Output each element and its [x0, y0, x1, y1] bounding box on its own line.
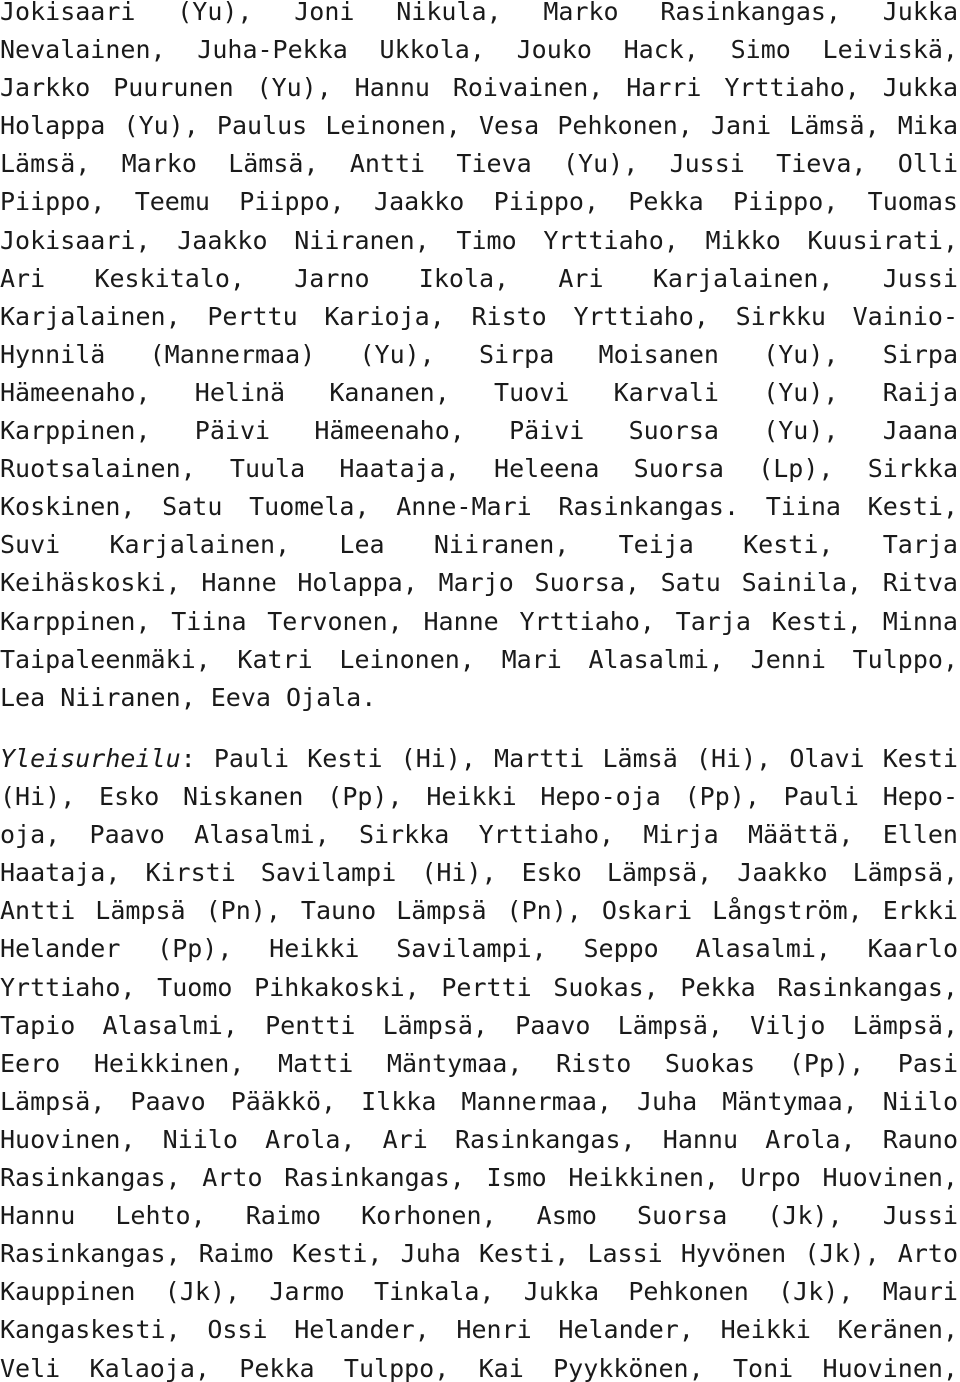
text-line — [0, 740, 958, 778]
text-line: Eero Heikkinen, Matti Mäntymaa, Risto Suokas (Pp), Pasi — [0, 1048, 958, 1078]
text-line: Tapio Alasalmi, Pentti Lämpsä, Paavo Lämpsä, Viljo Lämpsä, — [0, 1010, 958, 1040]
text-line: Lämpsä, Paavo Pääkkö, Ilkka Mannermaa, Juha Mäntymaa, Niilo — [0, 1086, 958, 1116]
text-line: Piippo, Teemu Piippo, Jaakko Piippo, Pekka Piippo, Tuomas — [0, 187, 958, 217]
text-line: Jarkko Puurunen (Yu), Hannu Roivainen, Harri Yrttiaho, Jukka — [0, 73, 958, 103]
text-line: Jokisaari (Yu), Joni Nikula, Marko Rasinkangas, Jukka — [0, 0, 958, 26]
text-line: Karppinen, Päivi Hämeenaho, Päivi Suorsa (Yu), Jaana — [0, 416, 958, 446]
text-line: (Hi), Esko Niskanen (Pp), Heikki Hepo-oja (Pp), Pauli Hepo- — [0, 782, 958, 812]
text-line: Koskinen, Satu Tuomela, Anne-Mari Rasinkangas. Tiina Kesti, — [0, 492, 958, 522]
text-line: Jokisaari, Jaakko Niiranen, Timo Yrttiaho, Mikko Kuusirati, — [0, 225, 958, 255]
text-line: Suvi Karjalainen, Lea Niiranen, Teija Kesti, Tarja — [0, 530, 958, 560]
text-line: Ari Keskitalo, Jarno Ikola, Ari Karjalainen, Jussi — [0, 263, 958, 293]
text-line: Lea Niiranen, Eeva Ojala. — [0, 682, 377, 712]
text-line: Veli Kalaoja, Pekka Tulppo, Kai Pyykkönen, Toni Huovinen, — [0, 1353, 958, 1382]
sport-label: Yleisurheilu — [0, 744, 181, 773]
text-line: Antti Lämpsä (Pn), Tauno Lämpsä (Pn), Oskari Långström, Erkki — [0, 896, 958, 926]
text-line: Yrttiaho, Tuomo Pihkakoski, Pertti Suokas, Pekka Rasinkangas, — [0, 972, 958, 1002]
text-line: Rasinkangas, Raimo Kesti, Juha Kesti, Lassi Hyvönen (Jk), Arto — [0, 1239, 958, 1269]
text-line: Kauppinen (Jk), Jarmo Tinkala, Jukka Pehkonen (Jk), Mauri — [0, 1277, 958, 1307]
text-line: Helander (Pp), Heikki Savilampi, Seppo Alasalmi, Kaarlo — [0, 934, 958, 964]
text-line: Keihäskoski, Hanne Holappa, Marjo Suorsa, Satu Sainila, Ritva — [0, 568, 958, 598]
text-line: Huovinen, Niilo Arola, Ari Rasinkangas, Hannu Arola, Rauno — [0, 1124, 958, 1154]
text-line: Nevalainen, Juha-Pekka Ukkola, Jouko Hack, Simo Leiviskä, — [0, 35, 958, 65]
text-line: Lämsä, Marko Lämsä, Antti Tieva (Yu), Jussi Tieva, Olli — [0, 149, 958, 179]
text-line: Ruotsalainen, Tuula Haataja, Heleena Suorsa (Lp), Sirkka — [0, 454, 958, 484]
text-line: Karppinen, Tiina Tervonen, Hanne Yrttiaho, Tarja Kesti, Minna — [0, 606, 958, 636]
text-line: Hynnilä (Mannermaa) (Yu), Sirpa Moisanen (Yu), Sirpa — [0, 339, 958, 369]
text-line: Hannu Lehto, Raimo Korhonen, Asmo Suorsa (Jk), Jussi — [0, 1201, 958, 1231]
text-fragment: : Pauli Kesti (Hi), Martti Lämsä (Hi), Olavi Kesti — [180, 744, 958, 773]
text-line: Taipaleenmäki, Katri Leinonen, Mari Alasalmi, Jenni Tulppo, — [0, 644, 958, 674]
paragraph-athletics — [0, 740, 960, 1382]
text-line: Holappa (Yu), Paulus Leinonen, Vesa Pehkonen, Jani Lämsä, Mika — [0, 111, 958, 141]
text-line: Hämeenaho, Helinä Kananen, Tuovi Karvali (Yu), Raija — [0, 377, 958, 407]
text-line: Haataja, Kirsti Savilampi (Hi), Esko Lämpsä, Jaakko Lämpsä, — [0, 858, 958, 888]
text-line: Karjalainen, Perttu Karioja, Risto Yrttiaho, Sirkku Vainio- — [0, 301, 958, 331]
text-line: Rasinkangas, Arto Rasinkangas, Ismo Heikkinen, Urpo Huovinen, — [0, 1163, 958, 1193]
text-line: oja, Paavo Alasalmi, Sirkka Yrttiaho, Mirja Määttä, Ellen — [0, 820, 958, 850]
text-line: Kangaskesti, Ossi Helander, Henri Helander, Heikki Keränen, — [0, 1315, 958, 1345]
